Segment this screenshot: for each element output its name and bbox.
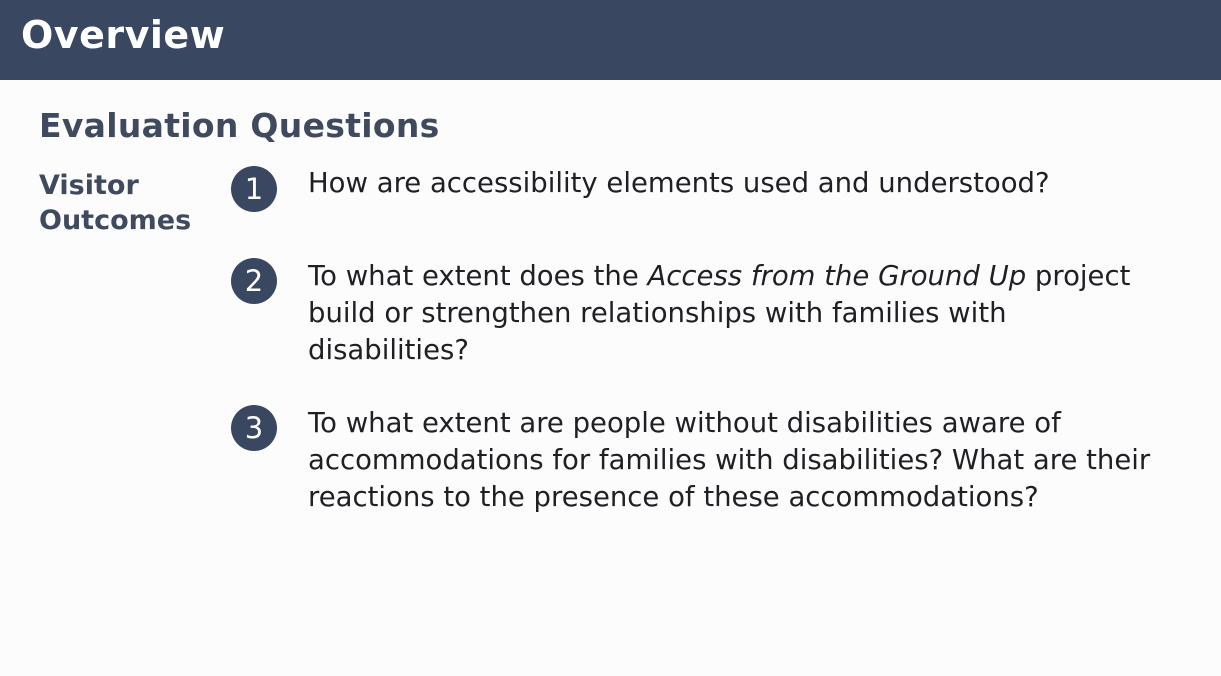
page-title: Overview	[21, 13, 226, 57]
question-text: To what extent are people without disabilities aware of accommodations for families with disabilities? What are their reactions to the presence of these accommodations?	[308, 407, 1151, 513]
project-name: Access from the Ground Up	[647, 260, 1027, 292]
question-text-part: project build or strengthen relationships with families with disabilities?	[308, 260, 1131, 366]
header-bar	[0, 0, 1221, 80]
number-badge: 2	[231, 258, 277, 304]
number-badge: 1	[231, 166, 277, 212]
question-text: How are accessibility elements used and understood?	[308, 167, 1050, 199]
question-text-part: To what extent does the	[308, 260, 648, 292]
category-label: Visitor Outcomes	[39, 170, 192, 236]
number-badge: 3	[231, 405, 277, 451]
question-text	[308, 258, 1168, 369]
section-title: Evaluation Questions	[39, 106, 440, 145]
